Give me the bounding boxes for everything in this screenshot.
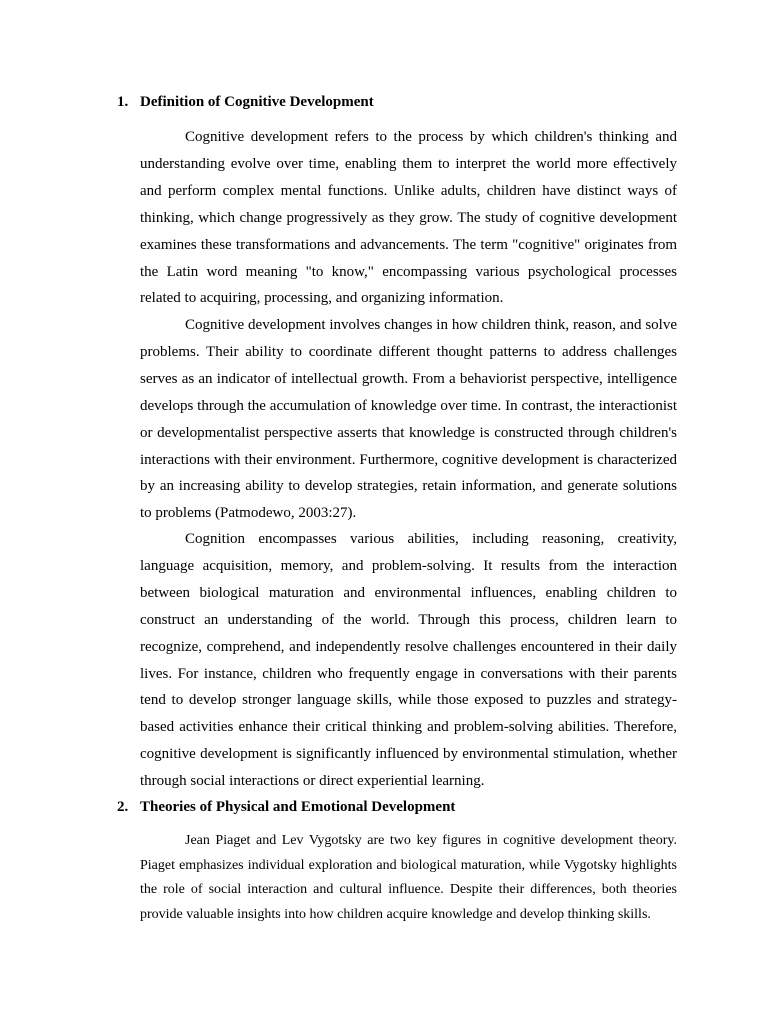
section-heading-1: [117, 92, 374, 112]
section-title: Definition of Cognitive Development: [140, 94, 374, 110]
paragraph: Jean Piaget and Lev Vygotsky are two key figures in cognitive development theory. Piaget emphasizes individual exploration and biological maturation, while Vygotsky highlights the role of social interaction and cultural influence. Despite their differences, both theories provide valuable insights into how children acquire knowledge and develop thinking skills.: [140, 833, 677, 922]
section-heading-2: [117, 797, 455, 817]
section-number: 1.: [117, 94, 129, 110]
paragraph: Cognitive development involves changes in how children think, reason, and solve problems. Their ability to coordinate different thought patterns to address challenges serves as an indicator of intellectual growth. From a behaviorist perspective, intelligence develops through the accumulation of knowledge over time. In contrast, the interactionist or developmentalist perspective asserts that knowledge is constructed through children's interactions with their environment. Furthermore, cognitive development is characterized by an increasing ability to develop strategies, retain information, and generate solutions to problems (Patmodewo, 2003:27).: [140, 317, 677, 522]
section-title: Theories of Physical and Emotional Development: [140, 799, 456, 815]
paragraph: Cognitive development refers to the process by which children's thinking and understanding evolve over time, enabling them to interpret the world more effectively and perform complex mental functions. Unlike adults, children have distinct ways of thinking, which change progressively as they grow. The study of cognitive development examines these transformations and advancements. The term "cognitive" originates from the Latin word meaning "to know," encompassing various psychological processes related to acquiring, processing, and organizing information.: [140, 129, 677, 307]
section-number: 2.: [117, 799, 129, 815]
paragraph: Cognition encompasses various abilities, including reasoning, creativity, language acquisition, memory, and problem-solving. It results from the interaction between biological maturation and environmental influences, enabling children to construct an understanding of the world. Through this process, children learn to recognize, comprehend, and independently resolve challenges encountered in their daily lives. For instance, children who frequently engage in conversations with their parents tend to develop stronger language skills, while those exposed to puzzles and strategy-based activities enhance their critical thinking and problem-solving abilities. Therefore, cognitive development is significantly influenced by environmental stimulation, whether through social interactions or direct experiential learning.: [140, 531, 677, 790]
